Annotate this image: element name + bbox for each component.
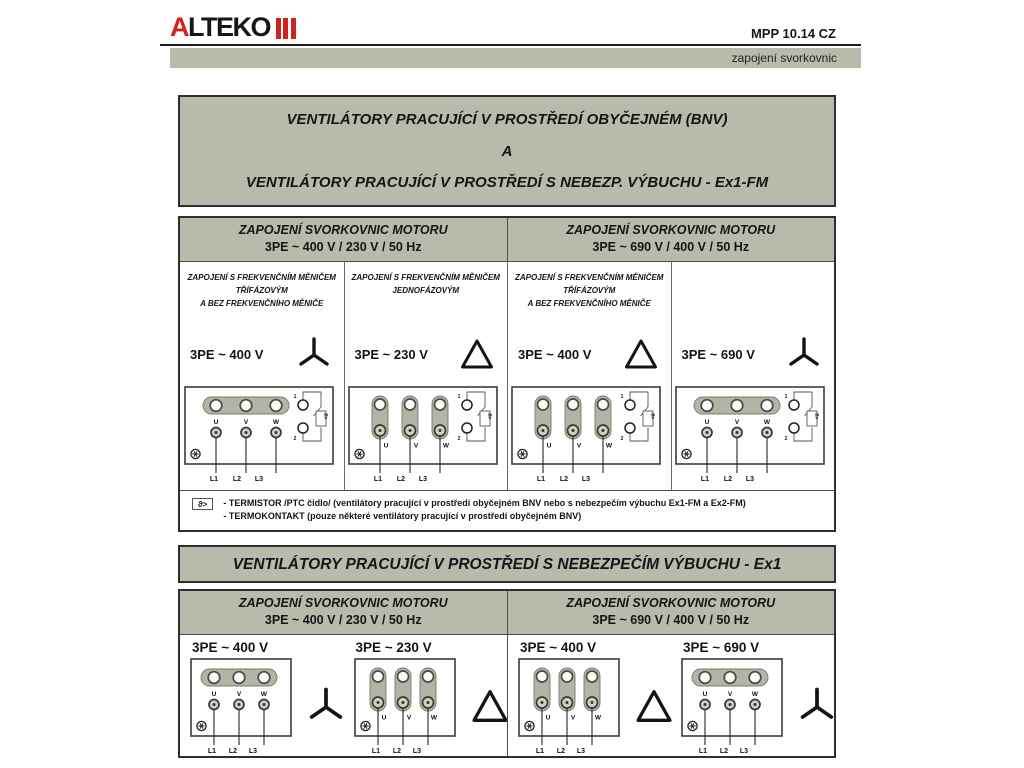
wiring-group-1 — [180, 635, 344, 756]
connection-symbol-icon — [632, 684, 676, 733]
svg-text:L1: L1 — [373, 476, 382, 483]
svg-text:L2: L2 — [392, 748, 401, 755]
svg-text:ϑ>: ϑ> — [485, 413, 492, 420]
converter-note: ZAPOJENÍ S FREKVENČNÍM MĚNIČEM JEDNOFÁZOVÝM — [351, 273, 500, 295]
svg-text:V: V — [236, 691, 242, 698]
ground-icon — [525, 721, 534, 730]
svg-text:V: V — [727, 691, 733, 698]
header-rule — [160, 44, 861, 46]
svg-text:L1: L1 — [698, 748, 708, 755]
footnote-row — [180, 490, 834, 530]
logo-bars-icon — [273, 18, 296, 39]
svg-text:U: U — [546, 442, 552, 450]
alteko-logo — [170, 12, 296, 43]
svg-text:L2: L2 — [232, 476, 241, 483]
wiring-group-3 — [508, 635, 671, 756]
voltage-label: 3PE ~ 400 V — [518, 346, 592, 362]
table-header-row — [180, 218, 834, 262]
wiring-table-bnv — [178, 216, 836, 532]
connection-symbol-icon — [795, 684, 839, 733]
svg-text:L3: L3 — [739, 748, 749, 755]
wiring-column-3 — [507, 262, 671, 490]
svg-text:1: 1 — [784, 394, 788, 400]
page-subtitle-bar: zapojení svorkovnic — [170, 48, 861, 68]
table-header-cell: ZAPOJENÍ SVORKOVNIC MOTORU 3PE ~ 400 V / 230 V / 50 Hz — [180, 591, 507, 634]
terminal-box-svg — [346, 384, 506, 484]
voltage-label: 3PE ~ 400 V — [190, 346, 264, 362]
wiring-table-ex1 — [178, 589, 836, 758]
section-title-bnv — [178, 95, 836, 207]
svg-text:L1: L1 — [700, 476, 709, 483]
connection-symbol-icon — [457, 334, 497, 374]
terminal-board-diagram — [679, 656, 791, 761]
svg-text:V: V — [406, 714, 411, 722]
svg-text:1: 1 — [457, 394, 461, 400]
svg-text:ϑ>: ϑ> — [321, 413, 328, 420]
table-header-row — [180, 591, 834, 635]
ground-icon — [518, 449, 527, 458]
connection-symbol-icon — [304, 684, 348, 733]
voltage-label: 3PE ~ 690 V — [681, 346, 755, 362]
terminal-box-svg — [352, 656, 464, 756]
terminal-box-svg — [188, 656, 300, 756]
delta-symbol-svg — [468, 684, 512, 728]
document-code: MPP 10.14 CZ — [750, 26, 836, 41]
svg-text:U: U — [211, 691, 217, 698]
svg-text:U: U — [381, 714, 386, 722]
star-symbol-svg — [304, 684, 348, 728]
voltage-label: 3PE ~ 230 V — [355, 640, 432, 655]
svg-text:2: 2 — [457, 436, 461, 442]
svg-text:L1: L1 — [537, 476, 546, 483]
svg-text:W: W — [751, 691, 759, 698]
svg-text:W: W — [763, 419, 770, 426]
svg-text:L2: L2 — [556, 748, 566, 755]
svg-text:W: W — [260, 691, 268, 698]
terminal-board-diagram — [188, 656, 300, 761]
svg-text:ϑ>: ϑ> — [812, 413, 819, 420]
svg-text:L2: L2 — [719, 748, 729, 755]
table-half-right — [507, 635, 834, 756]
svg-text:L2: L2 — [396, 476, 405, 483]
ground-icon — [688, 721, 697, 730]
star-symbol-svg — [294, 334, 334, 374]
voltage-label: 3PE ~ 690 V — [683, 640, 760, 655]
ground-icon — [197, 721, 206, 730]
table-half-left — [180, 635, 507, 756]
svg-text:W: W — [606, 442, 613, 450]
terminal-box-svg — [182, 384, 342, 484]
converter-note — [672, 262, 835, 326]
svg-text:L3: L3 — [412, 748, 421, 755]
svg-text:V: V — [243, 419, 248, 426]
svg-text:L1: L1 — [371, 748, 380, 755]
svg-text:L2: L2 — [560, 476, 569, 483]
svg-text:2: 2 — [784, 436, 788, 442]
svg-text:U: U — [702, 691, 708, 698]
svg-text:V: V — [577, 442, 582, 450]
svg-text:L2: L2 — [723, 476, 732, 483]
section-title-ex1: VENTILÁTORY PRACUJÍCÍ V PROSTŘEDÍ S NEBEZPEČÍM VÝBUCHU - Ex1 — [178, 545, 836, 583]
converter-note: ZAPOJENÍ S FREKVENČNÍM MĚNIČEM TŘÍFÁZOVÝM A BEZ FREKVENČNÍHO MĚNIČE — [515, 273, 664, 308]
table-body — [180, 262, 834, 490]
svg-text:W: W — [594, 714, 602, 722]
svg-text:L3: L3 — [576, 748, 586, 755]
svg-text:W: W — [272, 419, 279, 426]
svg-text:V: V — [570, 714, 576, 722]
star-symbol-svg — [795, 684, 839, 728]
terminal-board-diagram — [352, 656, 464, 761]
footnote-text: - TERMISTOR /PTC čidlo/ (ventilátory pracující v prostředí obyčejném BNV nebo s nebezpečím výbuchu Ex1-FM a Ex2-FM) - TERMOKONTAKT (pouze některé ventilátory pracující v prostředí obyčejném BNV) — [223, 498, 746, 521]
voltage-label: 3PE ~ 400 V — [192, 640, 269, 655]
svg-text:U: U — [213, 419, 219, 426]
svg-text:1: 1 — [293, 394, 297, 400]
svg-text:ϑ>: ϑ> — [649, 413, 656, 420]
table-header-cell: ZAPOJENÍ SVORKOVNIC MOTORU 3PE ~ 690 V / 400 V / 50 Hz — [507, 591, 835, 634]
terminal-box-svg — [509, 384, 669, 484]
wiring-group-2 — [344, 635, 508, 756]
terminal-board-diagram — [345, 384, 508, 489]
svg-text:U: U — [545, 714, 551, 722]
delta-symbol-svg — [632, 684, 676, 728]
delta-symbol-svg — [457, 334, 497, 374]
title-line: VENTILÁTORY PRACUJÍCÍ V PROSTŘEDÍ OBYČEJNÉM (BNV) — [286, 111, 728, 129]
svg-text:2: 2 — [293, 436, 297, 442]
thermistor-symbol-box: ϑ> — [192, 498, 213, 510]
wiring-group-4 — [671, 635, 834, 756]
table-body — [180, 635, 834, 756]
svg-text:L3: L3 — [582, 476, 591, 483]
svg-text:2: 2 — [620, 436, 624, 442]
svg-text:L3: L3 — [248, 748, 258, 755]
svg-text:L3: L3 — [418, 476, 427, 483]
ground-icon — [360, 721, 369, 730]
converter-note: ZAPOJENÍ S FREKVENČNÍM MĚNIČEM TŘÍFÁZOVÝM A BEZ FREKVENČNÍHO MĚNIČE — [187, 273, 336, 308]
connection-symbol-icon — [621, 334, 661, 374]
svg-text:W: W — [442, 442, 449, 450]
wiring-column-2 — [344, 262, 508, 490]
svg-text:V: V — [413, 442, 418, 450]
svg-text:L3: L3 — [254, 476, 263, 483]
delta-symbol-svg — [621, 334, 661, 374]
svg-text:1: 1 — [620, 394, 624, 400]
ground-icon — [682, 449, 691, 458]
svg-text:L1: L1 — [535, 748, 545, 755]
connection-symbol-icon — [468, 684, 512, 733]
svg-text:L1: L1 — [209, 476, 218, 483]
svg-text:U: U — [383, 442, 389, 450]
ground-icon — [355, 449, 364, 458]
terminal-board-diagram — [508, 384, 671, 489]
svg-text:V: V — [734, 419, 739, 426]
svg-text:U: U — [704, 419, 710, 426]
terminal-box-svg — [679, 656, 791, 756]
svg-text:W: W — [430, 714, 437, 722]
terminal-box-svg — [673, 384, 833, 484]
connection-symbol-icon — [294, 334, 334, 374]
svg-text:L3: L3 — [745, 476, 754, 483]
table-header-cell: ZAPOJENÍ SVORKOVNIC MOTORU 3PE ~ 690 V / 400 V / 50 Hz — [507, 218, 835, 261]
title-line: VENTILÁTORY PRACUJÍCÍ V PROSTŘEDÍ S NEBEZP. VÝBUCHU - Ex1-FM — [245, 173, 769, 191]
star-symbol-svg — [784, 334, 824, 374]
title-line: A — [501, 142, 513, 160]
terminal-board-diagram — [516, 656, 628, 761]
svg-text:L1: L1 — [207, 748, 217, 755]
svg-text:L2: L2 — [228, 748, 238, 755]
logo-wordmark: ALTEKO — [170, 12, 270, 42]
table-header-cell: ZAPOJENÍ SVORKOVNIC MOTORU 3PE ~ 400 V / 230 V / 50 Hz — [180, 218, 507, 261]
terminal-board-diagram — [672, 384, 835, 489]
wiring-column-4 — [671, 262, 835, 490]
voltage-label: 3PE ~ 400 V — [520, 640, 597, 655]
connection-symbol-icon — [784, 334, 824, 374]
voltage-label: 3PE ~ 230 V — [354, 346, 428, 362]
terminal-box-svg — [516, 656, 628, 756]
wiring-column-1 — [180, 262, 344, 490]
ground-icon — [191, 449, 200, 458]
terminal-board-diagram — [180, 384, 344, 489]
